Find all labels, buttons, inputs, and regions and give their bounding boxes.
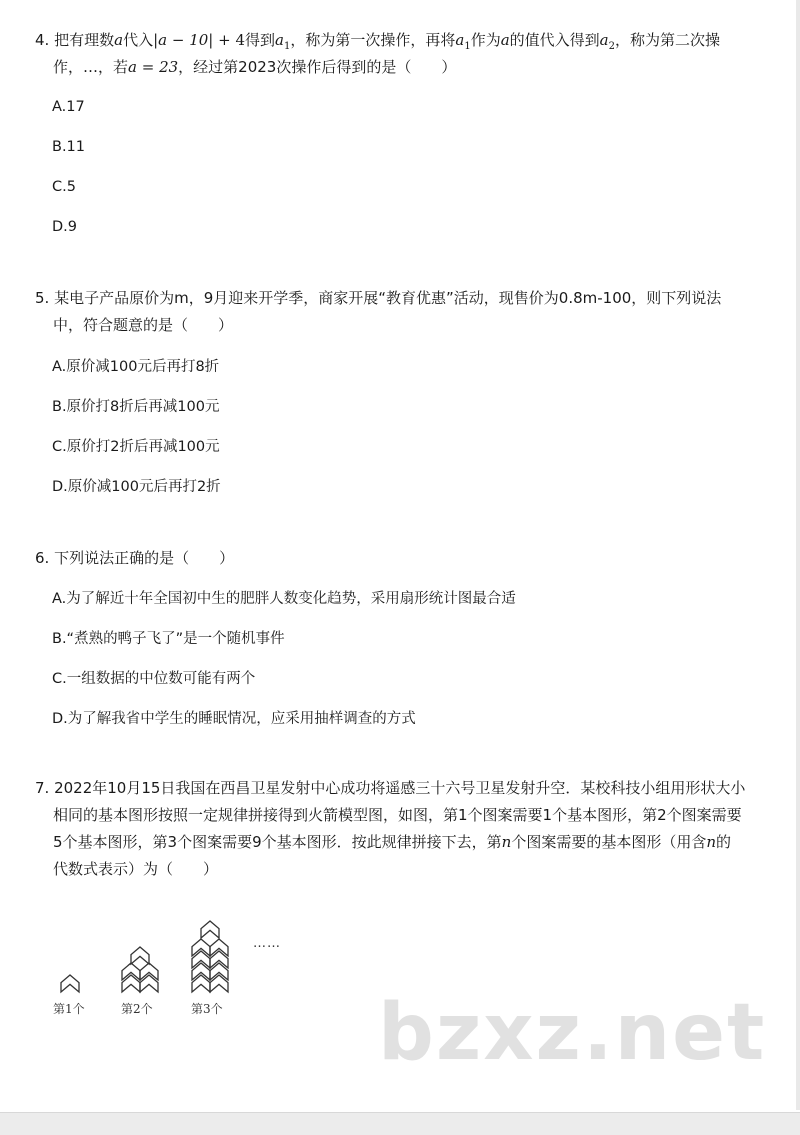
- stem-text: 得到: [245, 31, 276, 49]
- option-a[interactable]: A.17: [52, 99, 85, 115]
- math-var: a: [114, 31, 124, 49]
- basic-shape-unit: [210, 939, 228, 956]
- option-b[interactable]: B.原价打8折后再减100元: [52, 399, 220, 415]
- option-c[interactable]: C.5: [52, 179, 76, 195]
- option-b[interactable]: B.11: [52, 139, 86, 155]
- stem-text: 6. 下列说法正确的是（ ）: [35, 549, 235, 567]
- math-var: n: [501, 833, 512, 851]
- math-a1: $a_1$: [455, 31, 471, 52]
- basic-shape-unit: [201, 921, 219, 938]
- stem-text: 个图案需要的基本图形（用含: [511, 833, 707, 851]
- stem-text: 代数式表示）为（ ）: [53, 860, 219, 878]
- question-6-stem: [35, 545, 760, 572]
- stem-text: 作为: [470, 31, 501, 49]
- stem-text: 7. 2022年10月15日我国在西昌卫星发射中心成功将遥感三十六号卫星发射升空．某校科技小组用形状大小: [35, 779, 746, 797]
- stem-text: ，经过第2023次操作后得到的是（ ）: [178, 58, 457, 76]
- basic-shape-unit: [131, 947, 149, 964]
- option-c[interactable]: C.原价打2折后再减100元: [52, 439, 220, 455]
- stem-text: 中，符合题意的是（ ）: [53, 316, 234, 334]
- stem-text: 相同的基本图形按照一定规律拼接得到火箭模型图，如图，第1个图案需要1个基本图形，第2个图案需要: [53, 806, 742, 824]
- option-a[interactable]: A.为了解近十年全国初中生的肥胖人数变化趋势，采用扇形统计图最合适: [52, 591, 516, 607]
- option-d[interactable]: D.原价减100元后再打2折: [52, 479, 221, 495]
- stem-text: 5. 某电子产品原价为m，9月迎来开学季，商家开展“教育优惠”活动，现售价为0.8m-100，则下列说法: [35, 289, 722, 307]
- watermark-text: bzxz.net: [378, 988, 767, 1078]
- basic-shape-unit: [192, 939, 210, 956]
- rocket-pattern-figure: [45, 880, 345, 1020]
- stem-text: 的: [716, 833, 732, 851]
- option-d[interactable]: D.9: [52, 219, 77, 235]
- stem-text: 5个基本图形，第3个图案需要9个基本图形．按此规律拼接下去，第: [53, 833, 502, 851]
- question-number: 4.: [35, 31, 50, 49]
- stem-text: ，称为第一次操作，再将: [290, 31, 456, 49]
- figure-caption-1: 第1个: [53, 1002, 85, 1016]
- viewer-bottom-bar: [0, 1112, 800, 1135]
- figure-caption-2: 第2个: [121, 1002, 153, 1016]
- rocket-pattern-drawing: [45, 880, 345, 1020]
- question-4-stem: [35, 27, 760, 81]
- basic-shape-unit: [140, 963, 158, 980]
- math-var: n: [706, 833, 716, 851]
- basic-shape-unit: [122, 963, 140, 980]
- question-7-stem: [35, 775, 760, 883]
- stem-text: 把有理数: [54, 31, 115, 49]
- figure-ellipsis: ……: [253, 936, 281, 951]
- math-a1: $a_1$: [275, 31, 291, 52]
- page-right-edge: [796, 0, 800, 1110]
- question-5-stem: [35, 285, 760, 339]
- option-a[interactable]: A.原价减100元后再打8折: [52, 359, 220, 375]
- math-equation: a = 23: [128, 58, 179, 76]
- option-b[interactable]: B.“煮熟的鸭子飞了”是一个随机事件: [52, 631, 285, 647]
- basic-shape-unit: [61, 975, 79, 992]
- math-a2: $a_2$: [599, 31, 615, 52]
- option-d[interactable]: D.为了解我省中学生的睡眠情况，应采用抽样调查的方式: [52, 711, 416, 727]
- figure-caption-3: 第3个: [191, 1002, 223, 1016]
- option-c[interactable]: C.一组数据的中位数可能有两个: [52, 671, 256, 687]
- stem-text: 的值代入得到: [509, 31, 600, 49]
- stem-text: 代入: [123, 31, 154, 49]
- abs-expression: |a − 10| + 4: [153, 31, 245, 49]
- stem-text: 作，…，若: [53, 58, 129, 76]
- stem-text: ，称为第二次操: [615, 31, 721, 49]
- math-var: a: [500, 31, 510, 49]
